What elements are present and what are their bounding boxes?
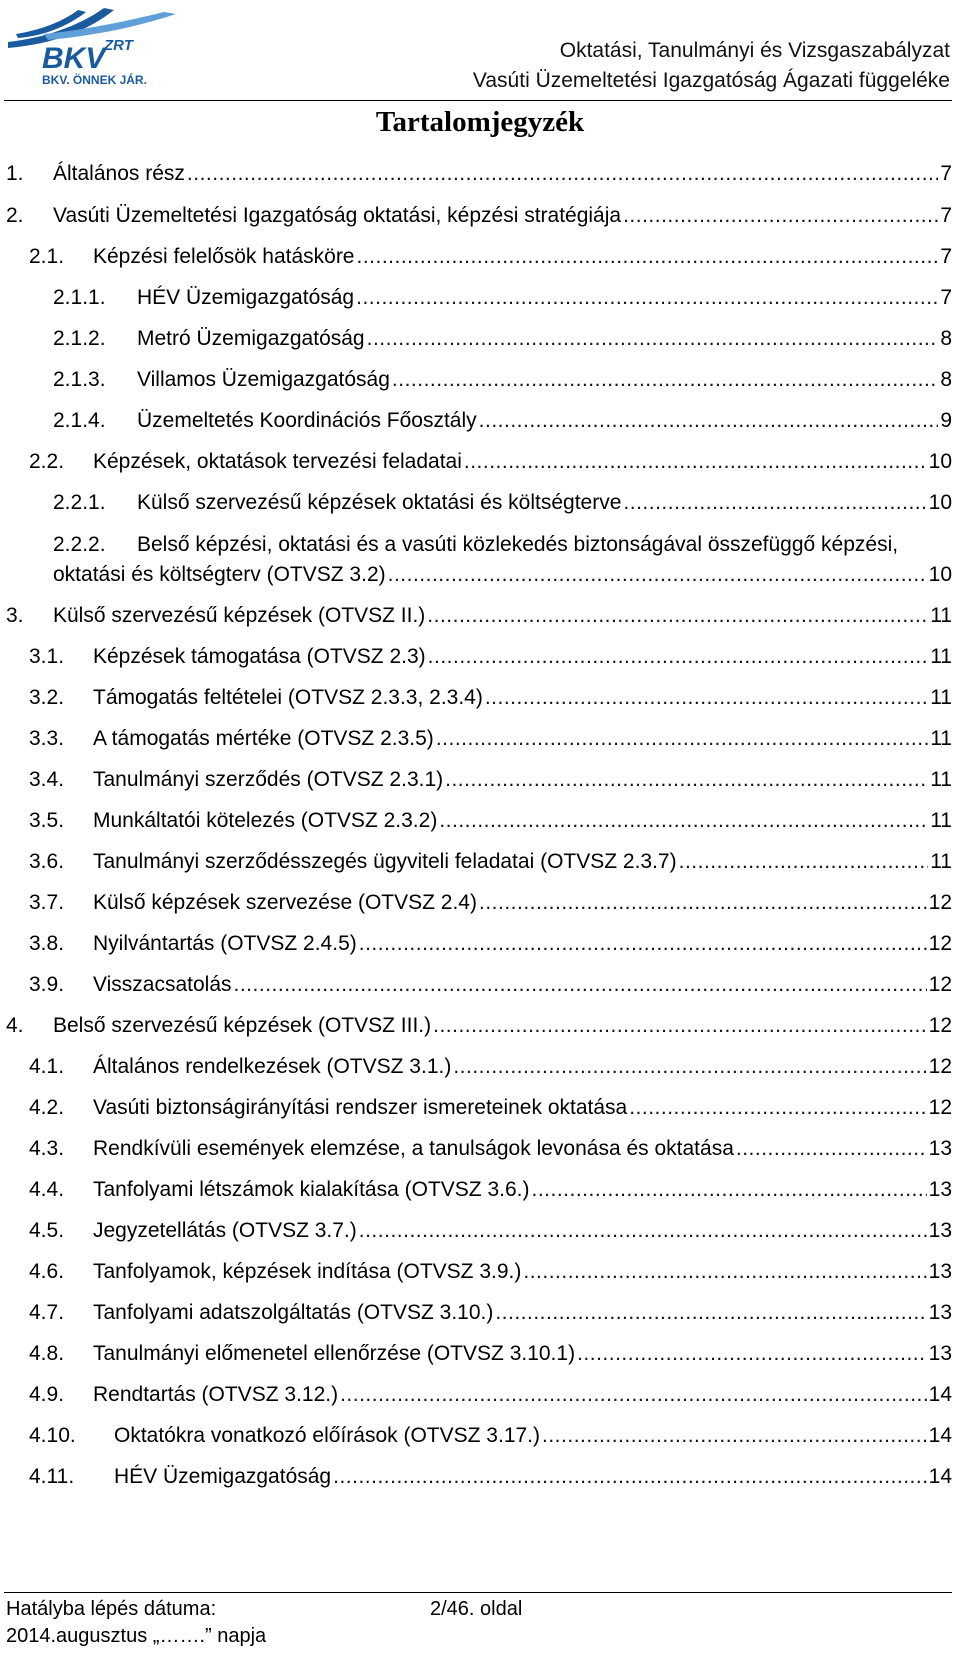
toc-entry-title: Tanfolyami adatszolgáltatás (OTVSZ 3.10.) xyxy=(93,1301,494,1324)
toc-entry[interactable] xyxy=(0,1415,952,1458)
toc-entry-page: 7 xyxy=(940,162,952,185)
toc-dot-leader xyxy=(479,406,939,436)
toc-entry-number: 2.1.2. xyxy=(53,327,106,350)
toc-entry-title: Képzési felelősök hatásköre xyxy=(93,245,355,268)
toc-dot-leader xyxy=(359,929,927,959)
toc-entry-page: 11 xyxy=(930,809,952,832)
toc-entry-title: Tanulmányi szerződés (OTVSZ 2.3.1) xyxy=(93,768,444,791)
toc-entry-title: Tanulmányi szerződésszegés ügyviteli feladatai (OTVSZ 2.3.7) xyxy=(93,850,677,873)
toc-entry-row xyxy=(114,1421,952,1451)
toc-entry[interactable] xyxy=(0,482,952,525)
toc-dot-leader xyxy=(531,1175,926,1205)
toc-entry-number: 4.11. xyxy=(29,1465,75,1488)
toc-entry-page: 13 xyxy=(928,1301,952,1324)
toc-entry-title: Tanfolyamok, képzések indítása (OTVSZ 3.9.) xyxy=(93,1260,522,1283)
toc-entry-page: 11 xyxy=(930,768,952,791)
toc-entry[interactable] xyxy=(0,595,952,638)
toc-dot-leader xyxy=(439,806,928,836)
toc-entry-title: Vasúti Üzemeltetési Igazgatóság oktatási, képzési stratégiája xyxy=(53,204,622,227)
toc-entry-row xyxy=(93,242,952,272)
toc-entry[interactable] xyxy=(0,400,952,443)
toc-entry-number: 4.9. xyxy=(29,1383,65,1406)
header-title-line1: Oktatási, Tanulmányi és Vizsgaszabályzat xyxy=(559,39,950,62)
toc-entry[interactable] xyxy=(0,841,952,884)
toc-entry[interactable] xyxy=(0,1210,952,1253)
toc-dot-leader xyxy=(357,242,939,272)
toc-entry-page: 13 xyxy=(928,1219,952,1242)
toc-entry-page: 7 xyxy=(940,245,952,268)
toc-title: Tartalomjegyzék xyxy=(375,106,585,138)
toc-entry-title: HÉV Üzemigazgatóság xyxy=(137,286,355,309)
toc-entry-page: 11 xyxy=(930,686,952,709)
toc-entry-page: 7 xyxy=(940,204,952,227)
toc-dot-leader xyxy=(464,447,927,477)
toc-entry-page: 7 xyxy=(940,286,952,309)
toc-entry-title: Metró Üzemigazgatóság xyxy=(137,327,365,350)
toc-entry-number: 3.3. xyxy=(29,727,65,750)
toc-entry-number: 4.3. xyxy=(29,1137,65,1160)
toc-entry-row xyxy=(137,283,952,313)
toc-entry-number: 3.6. xyxy=(29,850,65,873)
toc-dot-leader xyxy=(523,1257,926,1287)
toc-entry-page: 12 xyxy=(928,891,952,914)
toc-entry-number: 3.7. xyxy=(29,891,65,914)
toc-entry-title: Külső szervezésű képzések oktatási és költségterve xyxy=(137,491,622,514)
toc-entry-row xyxy=(53,159,952,189)
footer-divider xyxy=(4,1592,952,1593)
toc-entry-title: Oktatókra vonatkozó előírások (OTVSZ 3.17.) xyxy=(114,1424,541,1447)
toc-entry-page: 10 xyxy=(928,491,952,514)
toc-entry-page: 14 xyxy=(928,1465,952,1488)
toc-entry-title: Visszacsatolás xyxy=(93,973,232,996)
toc-entry-page: 10 xyxy=(928,563,952,586)
logo-superscript: ZRT xyxy=(104,37,133,54)
toc-dot-leader xyxy=(356,283,938,313)
toc-entry-number: 3.5. xyxy=(29,809,65,832)
toc-entry-row xyxy=(53,1011,952,1041)
toc-entry[interactable] xyxy=(0,1333,952,1376)
toc-entry-row xyxy=(93,1257,952,1287)
toc-entry-title: Általános rendelkezések (OTVSZ 3.1.) xyxy=(93,1055,452,1078)
toc-entry-row xyxy=(93,1216,952,1246)
toc-entry-number: 3.4. xyxy=(29,768,65,791)
toc-entry-row xyxy=(137,406,952,436)
toc-dot-leader xyxy=(428,642,929,672)
toc-entry-title: Nyilvántartás (OTVSZ 2.4.5) xyxy=(93,932,357,955)
toc-entry-row xyxy=(93,806,952,836)
toc-entry[interactable] xyxy=(0,1005,952,1048)
toc-entry-title: Belső szervezésű képzések (OTVSZ III.) xyxy=(53,1014,432,1037)
toc-dot-leader xyxy=(333,1462,927,1492)
toc-dot-leader xyxy=(577,1339,927,1369)
toc-dot-leader xyxy=(436,724,928,754)
toc-entry-row xyxy=(93,888,952,918)
toc-entry-number: 2.2.2. xyxy=(53,533,106,556)
toc-entry-title: Támogatás feltételei (OTVSZ 2.3.3, 2.3.4) xyxy=(93,686,483,709)
toc-entry-page: 13 xyxy=(928,1342,952,1365)
toc-entry-row xyxy=(93,1175,952,1205)
toc-entry-page: 14 xyxy=(928,1383,952,1406)
toc-entry-number: 2.1.1. xyxy=(53,286,106,309)
toc-entry[interactable] xyxy=(0,236,952,279)
toc-entry-page: 13 xyxy=(928,1260,952,1283)
toc-entry[interactable] xyxy=(0,964,952,1007)
toc-entry-page: 8 xyxy=(940,368,952,391)
toc-entry-title: Rendkívüli események elemzése, a tanulságok levonása és oktatása xyxy=(93,1137,734,1160)
toc-entry-row xyxy=(93,1134,952,1164)
toc-entry-number: 2. xyxy=(6,204,24,227)
toc-entry-number: 1. xyxy=(6,162,24,185)
toc-entry-title: Üzemeltetés Koordinációs Főosztály xyxy=(137,409,477,432)
toc-dot-leader xyxy=(479,888,927,918)
footer-page-info: 2/46. oldal xyxy=(430,1598,523,1620)
toc-entry-title: Képzések, oktatások tervezési feladatai xyxy=(93,450,462,473)
toc-dot-leader xyxy=(234,970,927,1000)
toc-dot-leader xyxy=(679,847,929,877)
toc-entry-row xyxy=(53,601,952,631)
toc-entry-row xyxy=(93,724,952,754)
toc-entry[interactable] xyxy=(0,1046,952,1089)
toc-entry-number: 4.1. xyxy=(29,1055,65,1078)
toc-entry-title: HÉV Üzemigazgatóság xyxy=(114,1465,332,1488)
toc-entry-page: 11 xyxy=(930,645,952,668)
logo-text: BKV xyxy=(42,42,106,75)
toc-entry-number: 4.8. xyxy=(29,1342,65,1365)
toc-entry-row xyxy=(93,765,952,795)
toc-entry[interactable] xyxy=(0,359,952,402)
toc-entry-row xyxy=(93,683,952,713)
toc-entry-page: 13 xyxy=(928,1137,952,1160)
toc-entry[interactable] xyxy=(0,759,952,802)
toc-entry-row xyxy=(137,488,952,518)
toc-entry-number: 2.2. xyxy=(29,450,65,473)
toc-dot-leader xyxy=(388,560,927,590)
toc-entry-row xyxy=(93,847,952,877)
toc-entry-page: 12 xyxy=(928,1014,952,1037)
toc-entry-title: Munkáltatói kötelezés (OTVSZ 2.3.2) xyxy=(93,809,438,832)
toc-entry-page: 12 xyxy=(928,973,952,996)
toc-entry-number: 4.4. xyxy=(29,1178,65,1201)
toc-entry-number: 2.2.1. xyxy=(53,491,106,514)
footer-effective xyxy=(6,1596,266,1650)
toc-entry-number: 2.1.3. xyxy=(53,368,106,391)
toc-entry-row xyxy=(93,970,952,1000)
toc-entry-page: 12 xyxy=(928,1096,952,1119)
toc-entry-number: 4.6. xyxy=(29,1260,65,1283)
toc-dot-leader xyxy=(736,1134,927,1164)
toc-entry-row xyxy=(114,1462,952,1492)
toc-entry-number: 3.8. xyxy=(29,932,65,955)
toc-entry-page: 14 xyxy=(928,1424,952,1447)
toc-entry[interactable] xyxy=(0,1169,952,1212)
toc-entry-title: Jegyzetellátás (OTVSZ 3.7.) xyxy=(93,1219,357,1242)
toc-entry[interactable] xyxy=(0,1292,952,1335)
toc-entry[interactable] xyxy=(0,195,952,238)
toc-entry-page: 10 xyxy=(928,450,952,473)
toc-entry[interactable] xyxy=(0,1456,952,1499)
toc-entry[interactable] xyxy=(0,636,952,679)
toc-entry-number: 2.1. xyxy=(29,245,65,268)
footer-effective-date: 2014.augusztus „…….” napja xyxy=(6,1625,267,1647)
toc-entry-number: 4.10. xyxy=(29,1424,76,1447)
toc-dot-leader xyxy=(427,601,928,631)
toc-entry-number: 4.5. xyxy=(29,1219,65,1242)
toc-entry-page: 11 xyxy=(930,850,952,873)
toc-entry-row xyxy=(137,324,952,354)
toc-entry-page: 12 xyxy=(928,932,952,955)
toc-entry-number: 3.9. xyxy=(29,973,65,996)
toc-entry-page: 11 xyxy=(930,727,952,750)
toc-entry-title: Külső képzések szervezése (OTVSZ 2.4) xyxy=(93,891,477,914)
toc-entry[interactable] xyxy=(0,318,952,361)
toc-entry-row xyxy=(93,1380,952,1410)
toc-entry[interactable] xyxy=(0,1128,952,1171)
toc-entry-title: Általános rész xyxy=(53,162,185,185)
toc-entry-row xyxy=(93,642,952,672)
toc-entry-title: Vasúti biztonságirányítási rendszer ismereteinek oktatása xyxy=(93,1096,628,1119)
toc-dot-leader xyxy=(453,1052,926,1082)
toc-dot-leader xyxy=(187,159,938,189)
toc-entry-title: Rendtartás (OTVSZ 3.12.) xyxy=(93,1383,339,1406)
toc-entry-title: Tanulmányi előmenetel ellenőrzése (OTVSZ 3.10.1) xyxy=(93,1342,576,1365)
toc-entry-page: 11 xyxy=(930,604,952,627)
toc-dot-leader xyxy=(433,1011,927,1041)
toc-dot-leader xyxy=(623,488,926,518)
toc-entry-title: oktatási és költségterv (OTVSZ 3.2) xyxy=(53,563,386,586)
toc-entry-page: 8 xyxy=(940,327,952,350)
toc-entry[interactable] xyxy=(0,441,952,484)
toc-entry-row xyxy=(93,1339,952,1369)
toc-entry-number: 3. xyxy=(6,604,24,627)
toc-entry-number: 3.2. xyxy=(29,686,65,709)
toc-entry[interactable] xyxy=(0,882,952,925)
toc-entry-title: A támogatás mértéke (OTVSZ 2.3.5) xyxy=(93,727,434,750)
toc-entry[interactable] xyxy=(0,718,952,761)
toc-entry-title: Tanfolyami létszámok kialakítása (OTVSZ 3.6.) xyxy=(93,1178,530,1201)
toc-entry-row xyxy=(53,560,952,590)
toc-entry-row xyxy=(93,1052,952,1082)
toc-entry[interactable] xyxy=(0,524,952,596)
toc-entry[interactable] xyxy=(0,1374,952,1417)
toc-dot-leader xyxy=(542,1421,927,1451)
header-title-line2: Vasúti Üzemeltetési Igazgatóság Ágazati függeléke xyxy=(472,69,950,92)
toc-entry[interactable] xyxy=(0,677,952,720)
toc-entry-page: 13 xyxy=(928,1178,952,1201)
toc-entry[interactable] xyxy=(0,1087,952,1130)
toc-entry-page: 12 xyxy=(928,1055,952,1078)
toc-dot-leader xyxy=(445,765,928,795)
toc-entry-row xyxy=(93,1093,952,1123)
toc-entry-page: 9 xyxy=(940,409,952,432)
toc-dot-leader xyxy=(485,683,928,713)
toc-entry[interactable] xyxy=(0,923,952,966)
toc-dot-leader xyxy=(629,1093,926,1123)
toc-entry-row xyxy=(93,447,952,477)
toc-entry-title: Képzések támogatása (OTVSZ 2.3) xyxy=(93,645,426,668)
toc-entry[interactable] xyxy=(0,277,952,320)
toc-dot-leader xyxy=(392,365,938,395)
footer-effective-label: Hatályba lépés dátuma: xyxy=(6,1598,217,1620)
toc-entry-title: Villamos Üzemigazgatóság xyxy=(137,368,390,391)
toc-dot-leader xyxy=(623,201,938,231)
toc-entry-number: 4. xyxy=(6,1014,24,1037)
toc-entry-title: Külső szervezésű képzések (OTVSZ II.) xyxy=(53,604,426,627)
toc-entry-number: 2.1.4. xyxy=(53,409,106,432)
toc-entry-row xyxy=(93,1298,952,1328)
toc-entry[interactable] xyxy=(0,800,952,843)
toc-entry-row xyxy=(93,929,952,959)
toc-entry-number: 4.7. xyxy=(29,1301,65,1324)
toc-entry-number: 3.1. xyxy=(29,645,65,668)
toc-dot-leader xyxy=(340,1380,927,1410)
toc-dot-leader xyxy=(495,1298,926,1328)
toc-entry[interactable] xyxy=(0,1251,952,1294)
toc-entry-row xyxy=(53,201,952,231)
toc-dot-leader xyxy=(367,324,939,354)
toc-entry-row xyxy=(137,365,952,395)
logo-slogan: BKV. ÖNNEK JÁR. xyxy=(42,73,147,87)
toc-entry-number: 4.2. xyxy=(29,1096,65,1119)
toc-entry[interactable] xyxy=(0,153,952,196)
toc-dot-leader xyxy=(359,1216,927,1246)
toc-entry-title-line1: Belső képzési, oktatási és a vasúti közlekedés biztonságával összefüggő képzési, xyxy=(137,533,899,556)
